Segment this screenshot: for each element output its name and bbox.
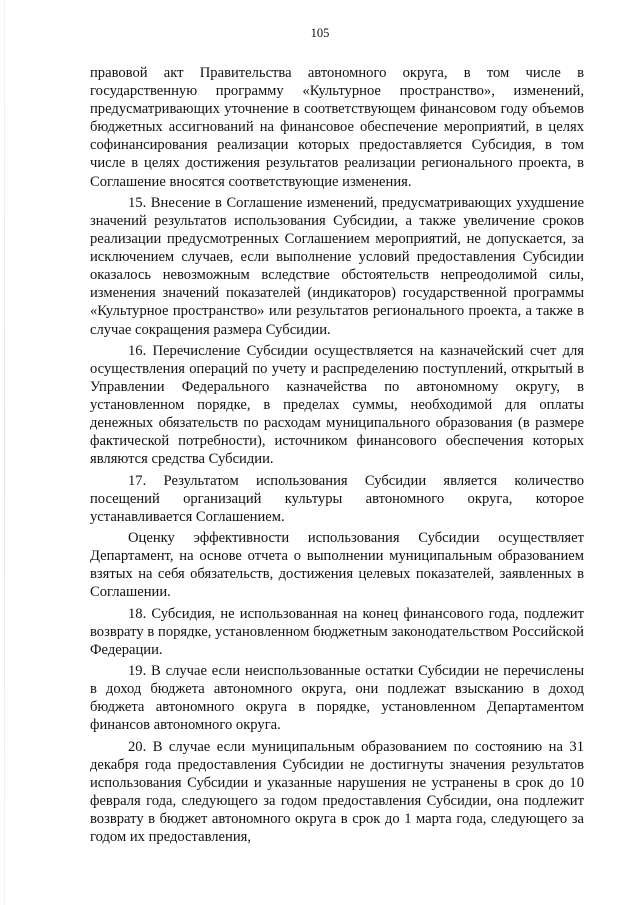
paragraph-continuation: правовой акт Правительства автономного округа, в том числе в государственную программу «Культурное пространство», изменений, предусматривающих уточнение в соответствующем финансовом году объемов бюджетных ассигнований на финансовое обеспечение мероприятий, в целях софинансирования реализации которых предоставляется Субсидия, в том числе в целях достижения результатов реализации регионального проекта, в Соглашение вносятся соответствующие изменения.: [90, 65, 584, 190]
document-body: [90, 64, 584, 849]
page-number: 105: [310, 26, 330, 40]
paragraph-15: 15. Внесение в Соглашение изменений, предусматривающих ухудшение значений результатов использования Субсидии, а также увеличение сроков реализации предусмотренных Соглашением мероприятий, не допускается, за исключением случаев, если выполнение условий предоставления Субсидии оказалось невозможным вследствие обстоятельств непреодолимой силы, изменения значений показателей (индикаторов) государственной программы «Культурное пространство» или результатов регионального проекта, а также в случае сокращения размера Субсидии.: [90, 194, 584, 338]
paragraph-evaluation: Оценку эффективности использования Субсидии осуществляет Департамент, на основе отчета о выполнении муниципальным образованием взятых на себя обязательств, достижения целевых показателей, заявленных в Соглашении.: [90, 530, 584, 601]
paragraph-18: 18. Субсидия, не использованная на конец финансового года, подлежит возврату в порядке, установленном бюджетным законодательством Российской Федерации.: [90, 605, 584, 658]
paragraph-16: 16. Перечисление Субсидии осуществляется на казначейский счет для осуществления операций по учету и распределению поступлений, открытый в Управлении Федерального казначейства по автономному округу, в установленном порядке, в пределах суммы, необходимой для оплаты денежных обязательств по расходам муниципального образования (в размере фактической потребности), источником финансового обеспечения которых являются средства Субсидии.: [90, 342, 584, 468]
paragraph-20: 20. В случае если муниципальным образованием по состоянию на 31 декабря года предоставления Субсидии не достигнуты значения результатов использования Субсидии и указанные нарушения не устранены в срок до 10 февраля года, следующего за годом предоставления Субсидии, она подлежит возврату в бюджет автономного округа в срок до 1 марта года, следующего за годом их предоставления,: [90, 738, 584, 846]
scan-edge: [4, 0, 5, 905]
paragraph-19: 19. В случае если неиспользованные остатки Субсидии не перечислены в доход бюджета автономного округа, они подлежат взысканию в доход бюджета автономного округа в порядке, установленном Департаментом финансов автономного округа.: [90, 663, 584, 734]
paragraph-17: 17. Результатом использования Субсидии является количество посещений организаций культуры автономного округа, которое устанавливается Соглашением.: [90, 472, 584, 525]
